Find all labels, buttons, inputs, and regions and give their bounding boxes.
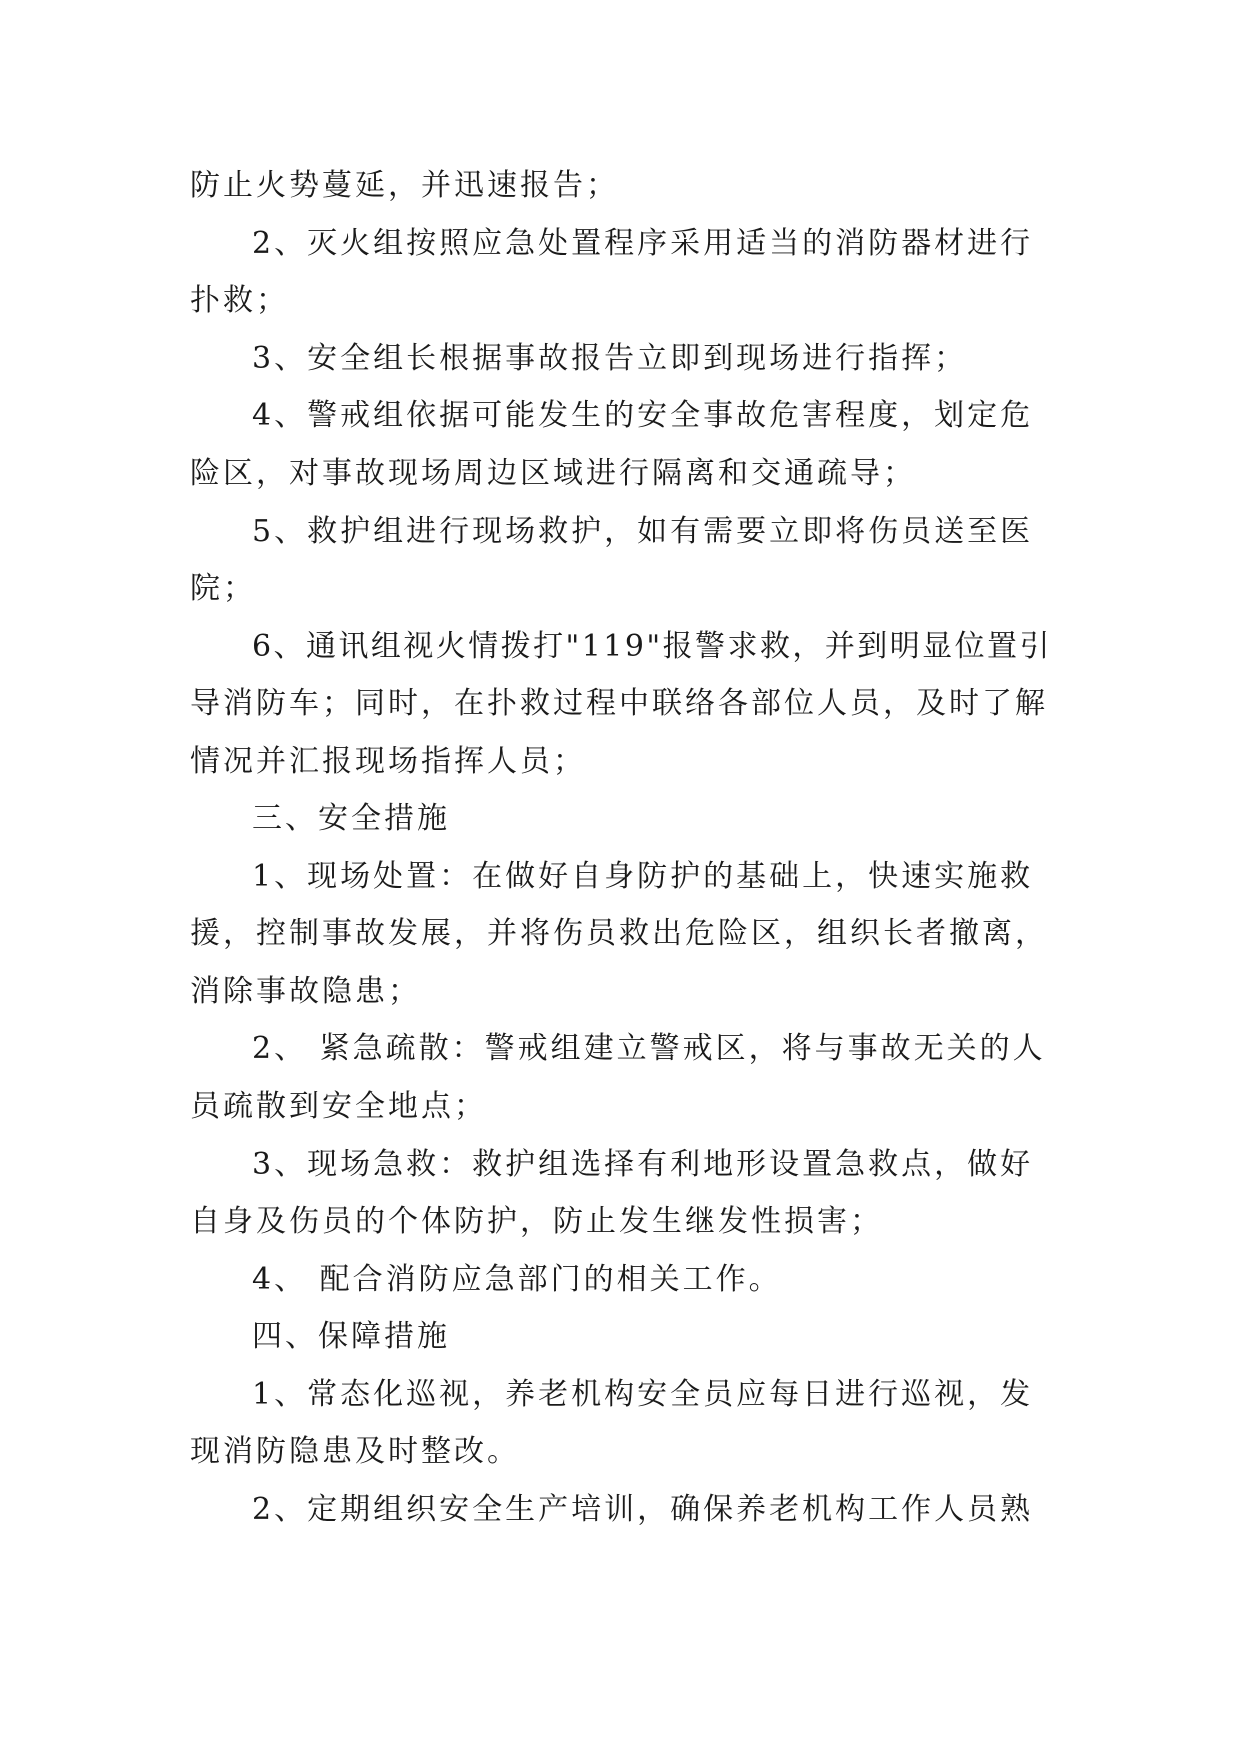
text-line: 2、定期组织安全生产培训，确保养老机构工作人员熟 [252,1492,1034,1527]
text-line: 4、 配合消防应急部门的相关工作。 [252,1262,782,1297]
text-line: 现消防隐患及时整改。 [190,1434,520,1469]
text-line: 5、救护组进行现场救护，如有需要立即将伤员送至医 [252,514,1034,549]
text-line: 援，控制事故发展，并将伤员救出危险区，组织长者撤离， [190,916,1048,951]
section-heading: 三、安全措施 [252,801,450,836]
text-line: 6、通讯组视火情拨打"119"报警求救，并到明显位置引 [252,629,1052,664]
text-line: 险区，对事故现场周边区域进行隔离和交通疏导； [190,456,916,491]
text-line: 3、现场急救：救护组选择有利地形设置急救点，做好 [252,1147,1034,1182]
text-line: 导消防车；同时，在扑救过程中联络各部位人员，及时了解 [190,686,1048,721]
text-line: 2、 紧急疏散：警戒组建立警戒区，将与事故无关的人 [252,1031,1046,1066]
text-line: 自身及伤员的个体防护，防止发生继发性损害； [190,1204,883,1239]
text-line: 2、灭火组按照应急处置程序采用适当的消防器材进行 [252,226,1034,261]
text-line: 4、警戒组依据可能发生的安全事故危害程度，划定危 [252,398,1034,433]
text-line: 扑救； [190,283,289,318]
text-line: 员疏散到安全地点； [190,1089,487,1124]
text-line: 消除事故隐患； [190,974,421,1009]
text-line: 3、安全组长根据事故报告立即到现场进行指挥； [252,341,968,376]
text-line: 1、现场处置：在做好自身防护的基础上，快速实施救 [252,859,1034,894]
section-heading: 四、保障措施 [252,1319,450,1354]
text-line: 情况并汇报现场指挥人员； [190,744,586,779]
text-line: 防止火势蔓延，并迅速报告； [190,168,619,203]
text-line: 1、常态化巡视，养老机构安全员应每日进行巡视，发 [252,1377,1034,1412]
text-line: 院； [190,571,256,606]
